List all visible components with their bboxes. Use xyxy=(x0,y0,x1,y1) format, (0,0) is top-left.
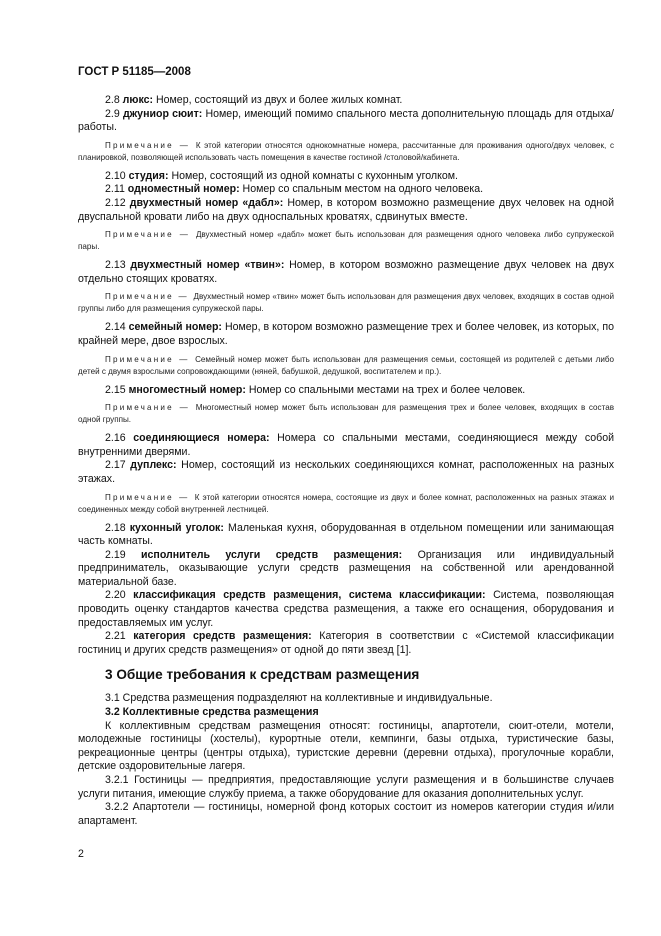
definition-term: соединяющиеся номера: xyxy=(133,432,278,445)
note-text: Многоместный номер может быть использован для размещения трех и более человек, входящих в состав одной группы. xyxy=(78,403,614,425)
definition-2.15 xyxy=(78,384,614,398)
definition-term: дуплекс: xyxy=(130,459,182,472)
note-label: Примечание — xyxy=(105,354,196,364)
definition-term: семейный номер: xyxy=(128,321,225,334)
paragraph-3-2-1: 3.2.1 Гостиницы — предприятия, предоставляющие услуги размещения и в большинстве случаев услуги питания, имеющие службу приема, а также оборудование для оказания дополнительных услуг. xyxy=(78,774,614,800)
note-2.15 xyxy=(78,402,614,426)
definition-term: кухонный уголок: xyxy=(129,521,228,534)
definition-text: Организация или индивидуальный предприниматель, оказывающие услуги средств размещения на собственной или арендованной материальной базе. xyxy=(78,548,615,588)
definition-number: 2.20 xyxy=(105,589,134,602)
definition-text: Номер со спальными местами на трех и более человек. xyxy=(248,383,526,396)
definition-number: 2.12 xyxy=(105,196,130,209)
paragraph-3-1: 3.1 Средства размещения подразделяют на коллективные и индивидуальные. xyxy=(105,692,493,705)
definition-text: Система, позволяющая проводить оценку стандартов качества средства размещения, а также его оснащения, оборудования и предоставляемых им услуг. xyxy=(78,589,614,629)
definition-term: двухместный номер «дабл»: xyxy=(129,196,288,209)
definition-number: 2.19 xyxy=(105,548,142,561)
page-number: 2 xyxy=(78,848,84,860)
note-label: Примечание — xyxy=(105,403,196,413)
heading-3-2: 3.2 Коллективные средства размещения xyxy=(105,706,319,719)
definition-term: многоместный номер: xyxy=(128,383,249,396)
definitions-list xyxy=(78,94,614,657)
section-3-title: 3 Общие требования к средствам размещения xyxy=(105,667,420,683)
definition-2.12 xyxy=(78,197,614,224)
definition-term: исполнитель услуги средств размещения: xyxy=(141,548,418,561)
definition-term: студия: xyxy=(128,169,172,182)
definition-text: Номер, состоящий из одной комнаты с кухонным уголком. xyxy=(171,169,458,182)
note-2.12 xyxy=(78,229,614,253)
note-label: Примечание — xyxy=(105,230,196,240)
definition-text: Категория в соответствии с «Системой классификации гостиниц и других средств размещения» от одной до пяти звезд [1]. xyxy=(78,630,614,656)
definition-text: Номер со спальным местом на одного человека. xyxy=(242,183,484,196)
definition-2.17 xyxy=(78,459,614,486)
note-text: К этой категории относятся однокомнатные номера, рассчитанные для проживания одного/двух человек, с планировкой, позволяющей использовать часть помещения в качестве гостиной /столовой/кабинета. xyxy=(78,140,614,162)
definition-2.14 xyxy=(78,321,614,348)
definition-term: одноместный номер: xyxy=(127,183,243,196)
document-body xyxy=(78,94,614,828)
note-label: Примечание — xyxy=(105,492,195,502)
definition-number: 2.17 xyxy=(105,459,131,472)
document-header: ГОСТ Р 51185—2008 xyxy=(78,66,191,78)
definition-number: 2.14 xyxy=(105,321,129,334)
note-text: Двухместный номер «дабл» может быть использован для размещения одного человека либо супружеской пары. xyxy=(78,230,614,252)
definition-text: Номер, в котором возможно размещение трех и более человек, из которых, по крайней мере, двое взрослых. xyxy=(78,321,614,347)
definition-number: 2.8 xyxy=(105,94,123,106)
definition-2.9 xyxy=(78,108,614,135)
note-2.14 xyxy=(78,354,614,378)
definition-2.19 xyxy=(78,549,614,590)
note-text: Двухместный номер «твин» может быть использован для размещения двух человек, входящих в состав одной группы либо для размещения супружеской пары. xyxy=(78,292,614,314)
definition-number: 2.15 xyxy=(105,383,129,396)
definition-2.21 xyxy=(78,630,614,657)
definition-2.11 xyxy=(78,183,614,197)
definition-2.20 xyxy=(78,589,614,630)
definition-term: джуниор сюит: xyxy=(122,107,206,120)
note-2.9 xyxy=(78,140,614,164)
definition-text: Номер, состоящий из нескольких соединяющихся комнат, расположенных на разных этажах. xyxy=(78,459,615,485)
definition-term: категория средств размещения: xyxy=(133,630,320,643)
definition-number: 2.10 xyxy=(105,169,129,182)
paragraph-3-2-2: 3.2.2 Апартотели — гостиницы, номерной фонд которых состоит из номеров категории студия и/или апартамент. xyxy=(78,801,614,827)
definition-2.8 xyxy=(78,94,614,108)
definition-2.16 xyxy=(78,432,614,459)
definition-text: Номер, в котором возможно размещение двух человек на двух отдельно стоящих кроватях. xyxy=(78,259,614,285)
note-text: Семейный номер может быть использован для размещения семьи, состоящей из родителей с детьми либо детей с двумя взрослыми сопровождающими (няней, бабушкой, дедушкой, воспитателем и пр.). xyxy=(78,354,614,376)
definition-term: двухместный номер «твин»: xyxy=(130,259,290,272)
definition-text: Номера со спальными местами, соединяющиеся между собой внутренними дверями. xyxy=(78,432,615,458)
note-2.13 xyxy=(78,291,614,315)
note-2.17 xyxy=(78,492,614,516)
definition-term: люкс: xyxy=(122,94,156,106)
definition-number: 2.13 xyxy=(105,259,131,272)
definition-number: 2.16 xyxy=(105,432,134,445)
definition-term: классификация средств размещения, система классификации: xyxy=(133,589,494,602)
definition-number: 2.9 xyxy=(105,107,123,120)
definition-2.18 xyxy=(78,522,614,549)
definition-number: 2.18 xyxy=(105,521,130,534)
definition-number: 2.11 xyxy=(105,183,128,196)
note-label: Примечание — xyxy=(105,292,194,302)
note-label: Примечание — xyxy=(105,140,196,150)
definition-text: Номер, имеющий помимо спального места дополнительную площадь для отдыха/работы. xyxy=(78,107,614,134)
definition-text: Маленькая кухня, оборудованная в отдельном помещении или занимающая часть комнаты. xyxy=(78,521,614,548)
definition-number: 2.21 xyxy=(105,630,134,643)
definition-text: Номер, в котором возможно размещение двух человек на одной двуспальной кровати либо на двух односпальных кроватях, сдвинутых вместе. xyxy=(78,196,614,223)
definition-2.13 xyxy=(78,259,614,286)
definition-2.10 xyxy=(78,170,614,184)
note-text: К этой категории относятся номера, состоящие из двух и более комнат, расположенных на разных этажах и соединенных между собой внутренней лестницей. xyxy=(78,492,614,514)
paragraph-3-2: К коллективным средствам размещения относят: гостиницы, апартотели, сюит-отели, мотели, молодежные гостиницы (хостелы), курортные отели, кемпинги, базы отдыха, туристические базы, рекреационные центры (центры отдыха), туристские деревни (деревни отдыха), прогулочные корабли, детские оздоровительные лагеря. xyxy=(78,719,614,773)
definition-text: Номер, состоящий из двух и более жилых комнат. xyxy=(155,94,403,106)
